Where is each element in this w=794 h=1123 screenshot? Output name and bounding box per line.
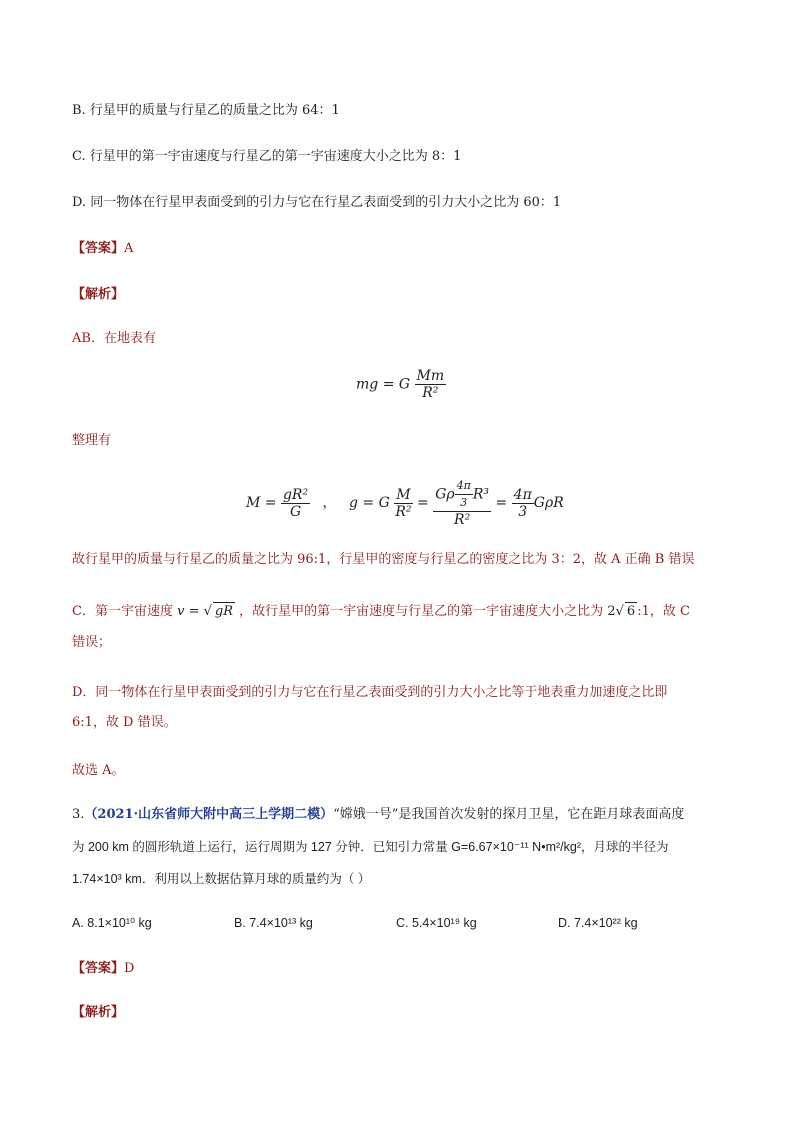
q3-option-b: B. 7.4×10¹³ kg [234,916,313,930]
analysis-label-1: 【解析】 [72,287,125,302]
question-3-number: 3. [72,807,85,822]
formula2-inner-num: 4π [455,478,473,495]
formula2-eq2: = [495,495,508,511]
formula2-big-fraction [433,478,491,528]
answer-2 [72,960,134,978]
c-formula-sqrt: √ gR [203,604,234,619]
formula-derivation [246,478,564,528]
answer-1 [72,240,133,258]
formula2-g-num: M [396,486,411,503]
formula2-big-num [433,478,491,512]
question-3-options [72,914,720,932]
q3-option-a: A. 8.1×10¹⁰ kg [72,916,152,930]
q3-option-d: D. 7.4×10²² kg [558,916,638,930]
answer-value: A [124,241,134,256]
answer2-label: 【答案】 [72,961,125,976]
answer-label: 【答案】 [72,241,125,256]
formula2-rhs-tail: GρR [533,495,564,511]
formula2-big-den: R² [454,512,471,528]
d-explanation-line1: D．同一物体在行星甲表面受到的引力与它在行星乙表面受到的引力大小之比等于地表重力加速度之比即 [72,685,668,700]
formula1-fraction [415,368,447,401]
question-3-line2: 为 200 km 的圆形轨道上运行，运行周期为 127 分钟．已知引力常量 G=6.67×10⁻¹¹ N•m²/kg²，月球的半径为 [72,840,669,854]
formula2-rhs-num: 4π [513,486,532,503]
choose-line: 故选 A。 [72,763,125,778]
option-d: D. 同一物体在行星甲表面受到的引力与它在行星乙表面受到的引力大小之比为 60：1 [72,195,562,210]
formula2-rhs-fraction [512,487,534,520]
formula2-m-lhs: M = [246,495,277,511]
formula2-g-den: R² [395,503,412,520]
answer2-value: D [124,961,135,976]
formula2-eq1: = [417,495,429,511]
c-line-prefix: C．第一宇宙速度 [72,604,173,619]
question-3-line1 [72,806,684,824]
c-formula-sqrt-content: gR [214,604,234,619]
formula2-big-num-r: R³ [472,486,490,503]
formula2-inner-fraction [455,478,473,511]
formula2-inner-den: 3 [460,496,468,509]
formula1-lhs: mg = G [356,376,411,393]
formula1-den: R² [422,385,439,401]
conclusion-ab: 故行星甲的质量与行星乙的质量之比为 96:1，行星甲的密度与行星乙的密度之比为 3：2，故 A 正确 B 错误 [72,552,695,567]
c-line-suffix: :1，故 C [637,604,690,619]
q3-option-c: C. 5.4×10¹⁹ kg [396,916,477,930]
question-3-text1: “嫦娥一号”是我国首次发射的探月卫星，它在距月球表面高度 [333,807,685,822]
ab-line: AB．在地表有 [72,331,156,346]
option-c: C. 行星甲的第一宇宙速度与行星乙的第一宇宙速度大小之比为 8：1 [72,149,462,164]
formula2-g-fraction [394,487,412,520]
c-ratio-coef: 2 [607,604,616,619]
formula2-m-fraction [281,487,310,520]
question-3-line3: 1.74×10³ km．利用以上数据估算月球的质量约为（ ） [72,872,371,886]
formula2-separator: ， [322,495,337,511]
c-ratio-sqrt: √ 6 [615,604,636,619]
question-3-source: （2021·山东省师大附中高三上学期二模） [84,807,334,822]
formula2-g-lhs: g = G [349,495,390,511]
analysis-label-2: 【解析】 [72,1005,125,1020]
c-line-middle: ，故行星甲的第一宇宙速度与行星乙的第一宇宙速度大小之比为 [239,604,604,619]
c-explanation-line1 [72,602,690,621]
c-formula-v: v = [177,604,200,619]
formula2-m-num: gR² [282,486,309,503]
formula2-rhs-den: 3 [518,503,528,520]
d-explanation-line2: 6:1，故 D 错误。 [72,715,177,730]
formula-gravity [356,368,446,401]
c-explanation-line2: 错误； [72,635,112,650]
formula2-m-den: G [289,503,302,520]
formula2-big-num-g: Gρ [435,486,455,503]
option-b: B. 行星甲的质量与行星乙的质量之比为 64：1 [72,103,340,118]
organize-line: 整理有 [72,433,112,448]
formula1-num: Mm [416,368,445,384]
c-ratio-sqrt-content: 6 [626,604,636,619]
